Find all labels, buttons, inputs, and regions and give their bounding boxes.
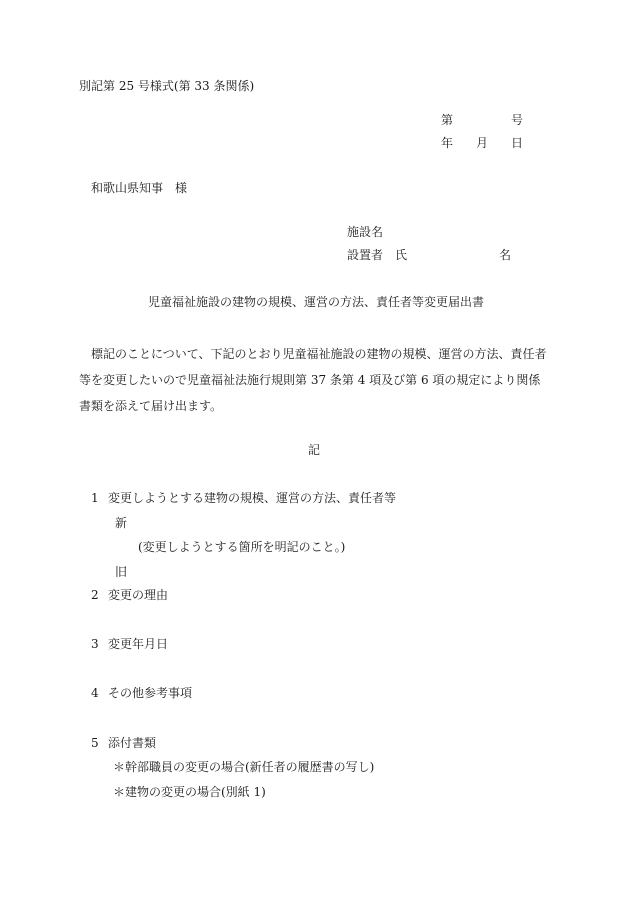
date-day: 日	[511, 136, 524, 150]
number-dai: 第	[441, 113, 454, 127]
name-suffix: 名	[499, 248, 512, 262]
attachment-building: ＊建物の変更の場合(別紙 1)	[113, 785, 266, 799]
item3-number: 3	[91, 637, 99, 651]
item4-label: その他参考事項	[108, 686, 193, 700]
item2-number: 2	[91, 588, 99, 602]
date-month: 月	[476, 136, 489, 150]
attachment-staff: ＊幹部職員の変更の場合(新任者の履歴書の写し)	[113, 760, 375, 774]
change-note: (変更しようとする箇所を明記のこと。)	[138, 540, 346, 554]
addressee: 和歌山県知事 様	[91, 181, 188, 195]
form-reference: 別記第 25 号様式(第 33 条関係)	[79, 79, 255, 93]
item5-number: 5	[91, 736, 99, 750]
item2-label: 変更の理由	[108, 588, 169, 602]
date-year: 年	[441, 136, 454, 150]
item4-number: 4	[91, 686, 99, 700]
number-gou: 号	[511, 113, 524, 127]
new-label: 新	[115, 516, 128, 530]
document-title: 児童福祉施設の建物の規模、運営の方法、責任者等変更届出書	[148, 295, 485, 309]
founder-label: 設置者 氏	[347, 248, 408, 262]
item1-label: 変更しようとする建物の規模、運営の方法、責任者等	[108, 491, 397, 505]
item1-number: 1	[91, 491, 99, 505]
item5-label: 添付書類	[108, 736, 157, 750]
facility-label: 施設名	[347, 225, 384, 239]
body-paragraph: 標記のことについて、下記のとおり児童福祉施設の建物の規模、運営の方法、責任者等を変更したいので児童福祉法施行規則第 37 条第 4 項及び第 6 項の規定により関係書類を添えて届け出ます。	[79, 347, 547, 413]
item3-label: 変更年月日	[108, 637, 169, 651]
ki-heading: 記	[308, 443, 321, 457]
old-label: 旧	[115, 565, 128, 579]
